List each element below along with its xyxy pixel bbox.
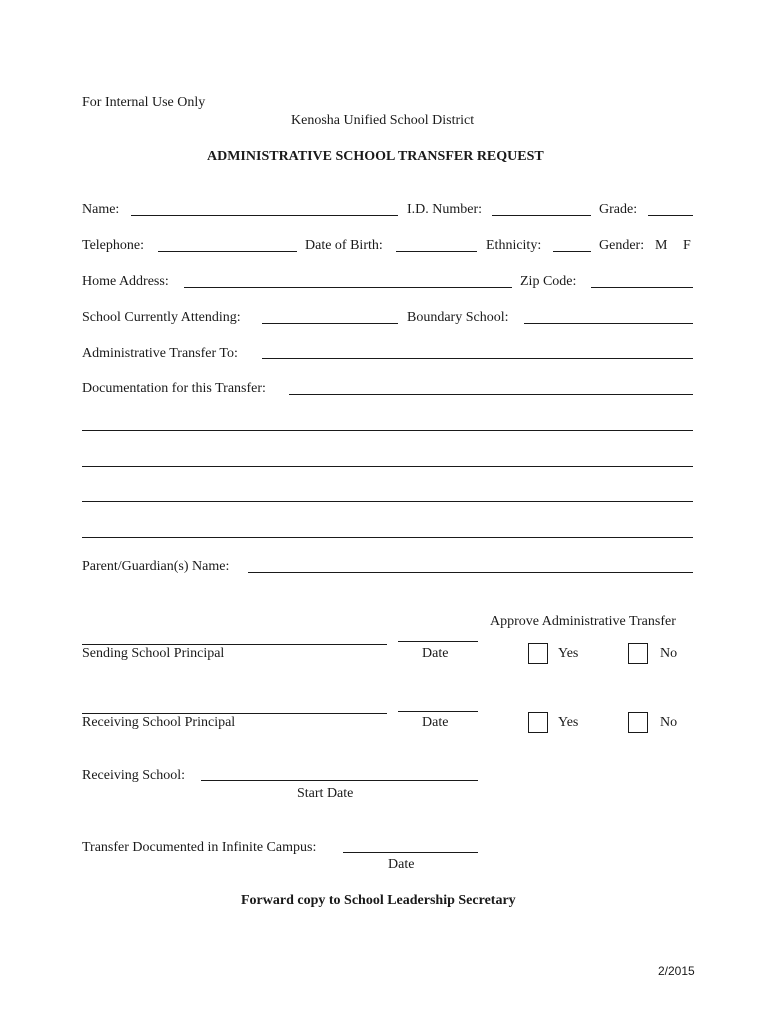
dob-field[interactable] [396,251,477,252]
zip-code-label: Zip Code: [520,274,577,289]
gender-f-option[interactable]: F [683,238,691,253]
parent-guardian-field[interactable] [248,572,693,573]
infinite-campus-label: Transfer Documented in Infinite Campus: [82,840,317,855]
parent-guardian-label: Parent/Guardian(s) Name: [82,559,230,574]
internal-use-label: For Internal Use Only [82,95,206,110]
receiving-principal-signature-line[interactable] [82,713,387,714]
sending-date-line[interactable] [398,641,478,642]
forward-copy-note: Forward copy to School Leadership Secretary [241,893,516,908]
documentation-label: Documentation for this Transfer: [82,381,266,396]
home-address-label: Home Address: [82,274,169,289]
sending-yes-checkbox[interactable] [528,643,548,664]
receiving-no-checkbox[interactable] [628,712,648,733]
current-school-label: School Currently Attending: [82,310,241,325]
documentation-line[interactable] [82,501,693,502]
gender-label: Gender: [599,238,645,253]
documentation-line[interactable] [82,466,693,467]
telephone-field[interactable] [158,251,297,252]
name-field[interactable] [131,215,398,216]
home-address-field[interactable] [184,287,512,288]
form-version: 2/2015 [658,964,695,978]
documentation-field[interactable] [289,394,693,395]
zip-code-field[interactable] [591,287,693,288]
receiving-date-line[interactable] [398,711,478,712]
approve-heading: Approve Administrative Transfer [490,614,676,629]
name-label: Name: [82,202,120,217]
ethnicity-field[interactable] [553,251,591,252]
sending-no-label: No [660,646,678,661]
sending-date-label: Date [422,646,449,661]
form-title: ADMINISTRATIVE SCHOOL TRANSFER REQUEST [207,149,544,164]
grade-label: Grade: [599,202,638,217]
boundary-school-field[interactable] [524,323,693,324]
receiving-yes-label: Yes [558,715,579,730]
sending-principal-signature-line[interactable] [82,644,387,645]
receiving-no-label: No [660,715,678,730]
sending-yes-label: Yes [558,646,579,661]
grade-field[interactable] [648,215,693,216]
sending-no-checkbox[interactable] [628,643,648,664]
receiving-yes-checkbox[interactable] [528,712,548,733]
transfer-to-label: Administrative Transfer To: [82,346,238,361]
receiving-date-label: Date [422,715,449,730]
infinite-campus-date-label: Date [388,857,415,872]
receiving-principal-label: Receiving School Principal [82,715,236,730]
district-name: Kenosha Unified School District [291,113,475,128]
documentation-line[interactable] [82,537,693,538]
telephone-label: Telephone: [82,238,144,253]
dob-label: Date of Birth: [305,238,383,253]
documentation-line[interactable] [82,430,693,431]
sending-principal-label: Sending School Principal [82,646,225,661]
ethnicity-label: Ethnicity: [486,238,542,253]
current-school-field[interactable] [262,323,398,324]
id-number-label: I.D. Number: [407,202,483,217]
boundary-school-label: Boundary School: [407,310,509,325]
infinite-campus-date-field[interactable] [343,852,478,853]
receiving-school-field[interactable] [201,780,478,781]
transfer-to-field[interactable] [262,358,693,359]
start-date-label: Start Date [297,786,354,801]
receiving-school-label: Receiving School: [82,768,186,783]
gender-m-option[interactable]: M [655,238,668,253]
id-number-field[interactable] [492,215,591,216]
